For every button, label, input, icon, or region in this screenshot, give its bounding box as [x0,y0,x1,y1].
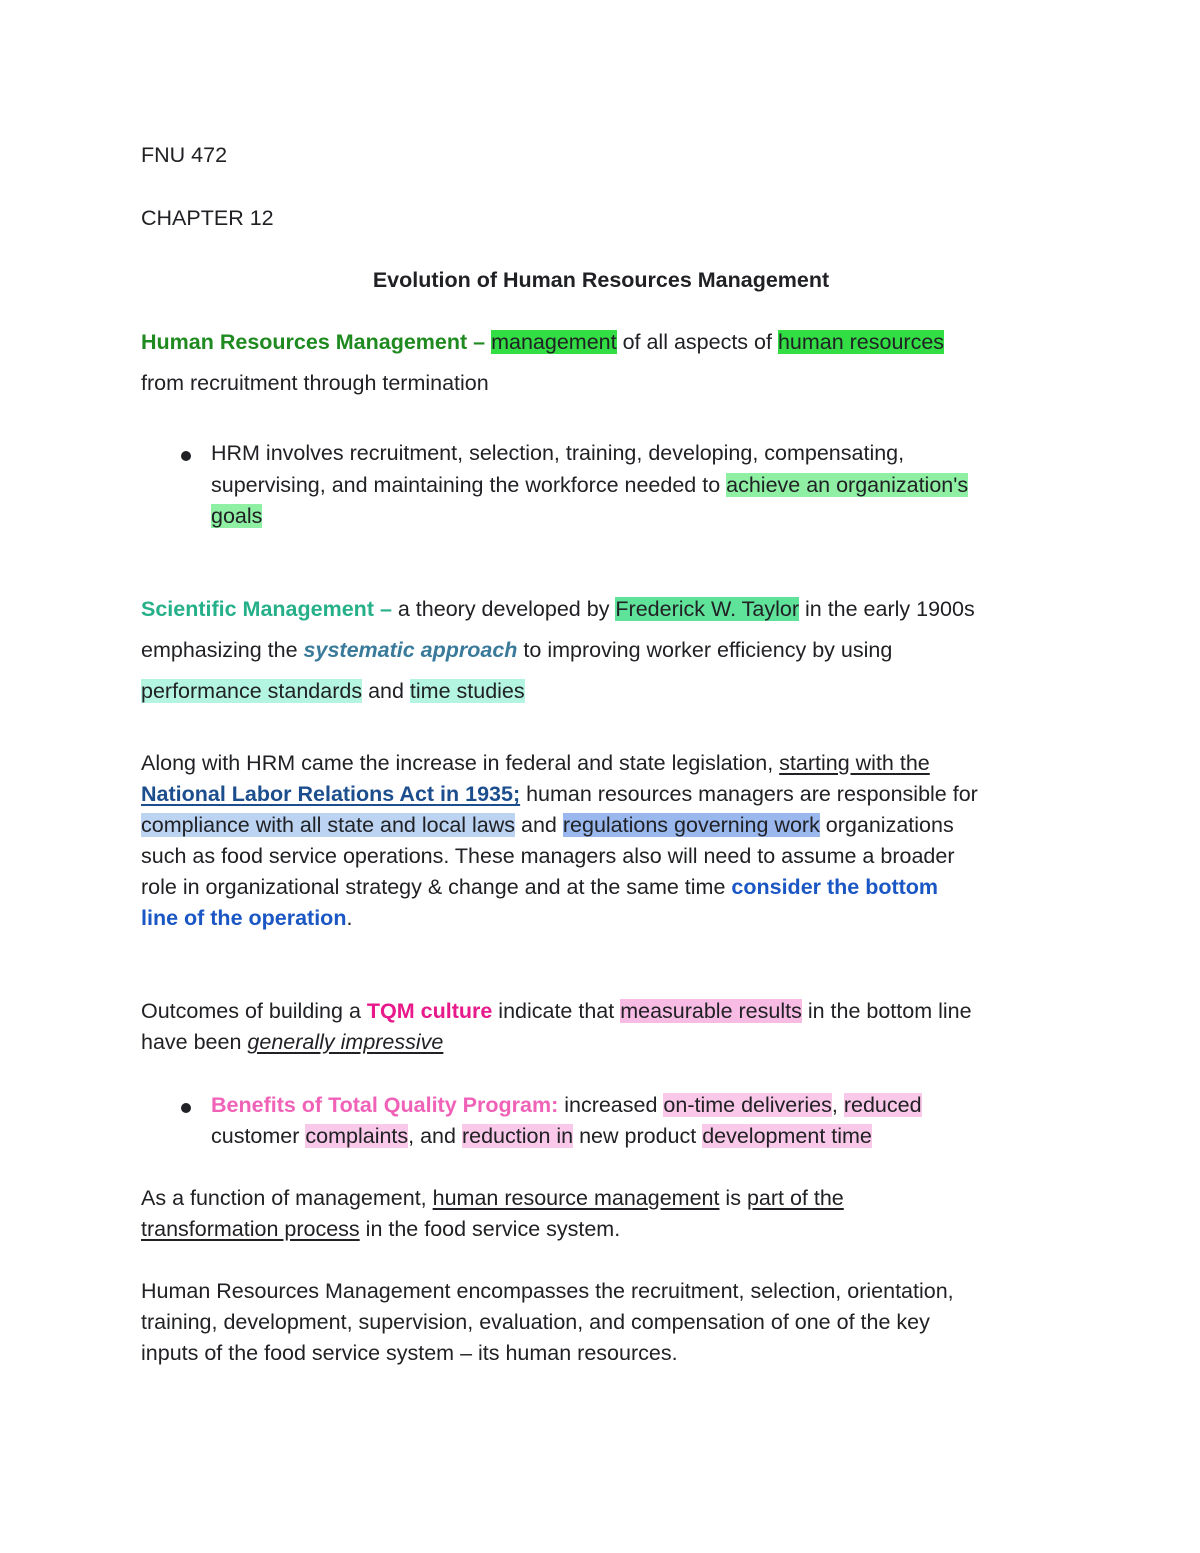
highlight-regulations: regulations governing work [562,813,820,837]
hrm-definition-line1 [141,330,944,355]
enc-line3: inputs of the food service system – its human resources. [141,1341,678,1365]
highlight-time-studies: time studies [409,679,525,703]
hrm-term: Human Resources Management – [141,330,486,354]
highlight-measurable-results: measurable results [620,999,802,1023]
highlight-reduction-in: reduction in [461,1124,574,1148]
text-span: indicate that [492,999,621,1023]
text-span: organizations [819,813,954,837]
leg-line2 [141,782,978,807]
document-title: Evolution of Human Resources Management [372,268,830,292]
text-span: emphasizing the [141,638,304,662]
enc-line1: Human Resources Management encompasses the recruitment, selection, orientation, [141,1279,954,1303]
highlight-compliance: compliance with all state and local laws [141,813,516,837]
underline-generally-impressive: generally impressive [247,1030,444,1054]
text-span: of all aspects of [616,330,778,354]
bullet-dot [181,451,191,461]
text-span: human resources managers are responsible for [520,782,978,806]
text-span: customer [211,1124,306,1148]
hrm-bullet-line3 [211,504,262,529]
underline-transformation-process: transformation process [141,1217,360,1241]
leg-line1 [141,751,930,776]
underline-hrm: human resource management [432,1186,720,1210]
func-line1 [141,1186,844,1211]
text-span: is [719,1186,747,1210]
emphasis-systematic-approach: systematic approach [303,638,518,662]
chapter-heading: CHAPTER 12 [141,206,274,230]
text-span: , and [408,1124,462,1148]
leg-line3 [141,813,954,838]
highlight-management: management [491,330,617,354]
bullet-dot [181,1103,191,1113]
text-span: Along with HRM came the increase in federal and state legislation, [141,751,780,775]
benefits-label: Benefits of Total Quality Program: [211,1093,559,1117]
text-span: in the food service system. [359,1217,621,1241]
emphasis-tqm-culture: TQM culture [366,999,493,1023]
tqm-line1 [141,999,972,1024]
course-code: FNU 472 [141,143,228,167]
hrm-bullet-line1: HRM involves recruitment, selection, training, developing, compensating, [211,441,905,465]
hrm-definition-line2: from recruitment through termination [141,371,489,395]
text-span: a theory developed by [391,597,616,621]
underline-starting: starting with the [779,751,930,775]
text-span: have been [141,1030,248,1054]
text-span: supervising, and maintaining the workforce needed to [211,473,727,497]
sci-line1 [141,597,975,622]
func-line2 [141,1217,620,1242]
tqm-bullet-line1 [211,1093,922,1118]
emphasis-bottom-line: consider the bottom [731,875,939,899]
highlight-complaints: complaints [305,1124,409,1148]
text-span: and [515,813,563,837]
leg-line5 [141,875,938,900]
text-span: in the bottom line [801,999,972,1023]
leg-line6 [141,906,352,931]
highlight-reduced: reduced [843,1093,922,1117]
highlight-on-time-deliveries: on-time deliveries [663,1093,832,1117]
highlight-taylor: Frederick W. Taylor [615,597,800,621]
text-span: role in organizational strategy & change and at the same time [141,875,732,899]
highlight-human-resources: human resources [777,330,945,354]
sci-term: Scientific Management – [141,597,392,621]
text-span: in the early 1900s [799,597,975,621]
highlight-performance-standards: performance standards [141,679,363,703]
tqm-line2 [141,1030,443,1055]
text-span: As a function of management, [141,1186,433,1210]
underline-part-of: part of the [746,1186,844,1210]
sci-line2 [141,638,892,663]
highlight-goals-end: goals [211,504,263,528]
text-span: and [362,679,410,703]
tqm-bullet-line2 [211,1124,872,1149]
text-span: new product [573,1124,703,1148]
sci-line3 [141,679,525,704]
text-span: , [831,1093,844,1117]
text-span: increased [558,1093,664,1117]
enc-line2: training, development, supervision, evaluation, and compensation of one of the key [141,1310,930,1334]
text-span: Outcomes of building a [141,999,367,1023]
emphasis-bottom-line-end: line of the operation [141,906,347,930]
hrm-bullet-line2 [211,473,968,498]
text-span: . [346,906,353,930]
nlra-link[interactable]: National Labor Relations Act in 1935; [141,782,521,806]
text-span: to improving worker efficiency by using [517,638,893,662]
highlight-development-time: development time [702,1124,872,1148]
leg-line4: such as food service operations. These managers also will need to assume a broader [141,844,955,868]
highlight-goals: achieve an organization's [726,473,969,497]
